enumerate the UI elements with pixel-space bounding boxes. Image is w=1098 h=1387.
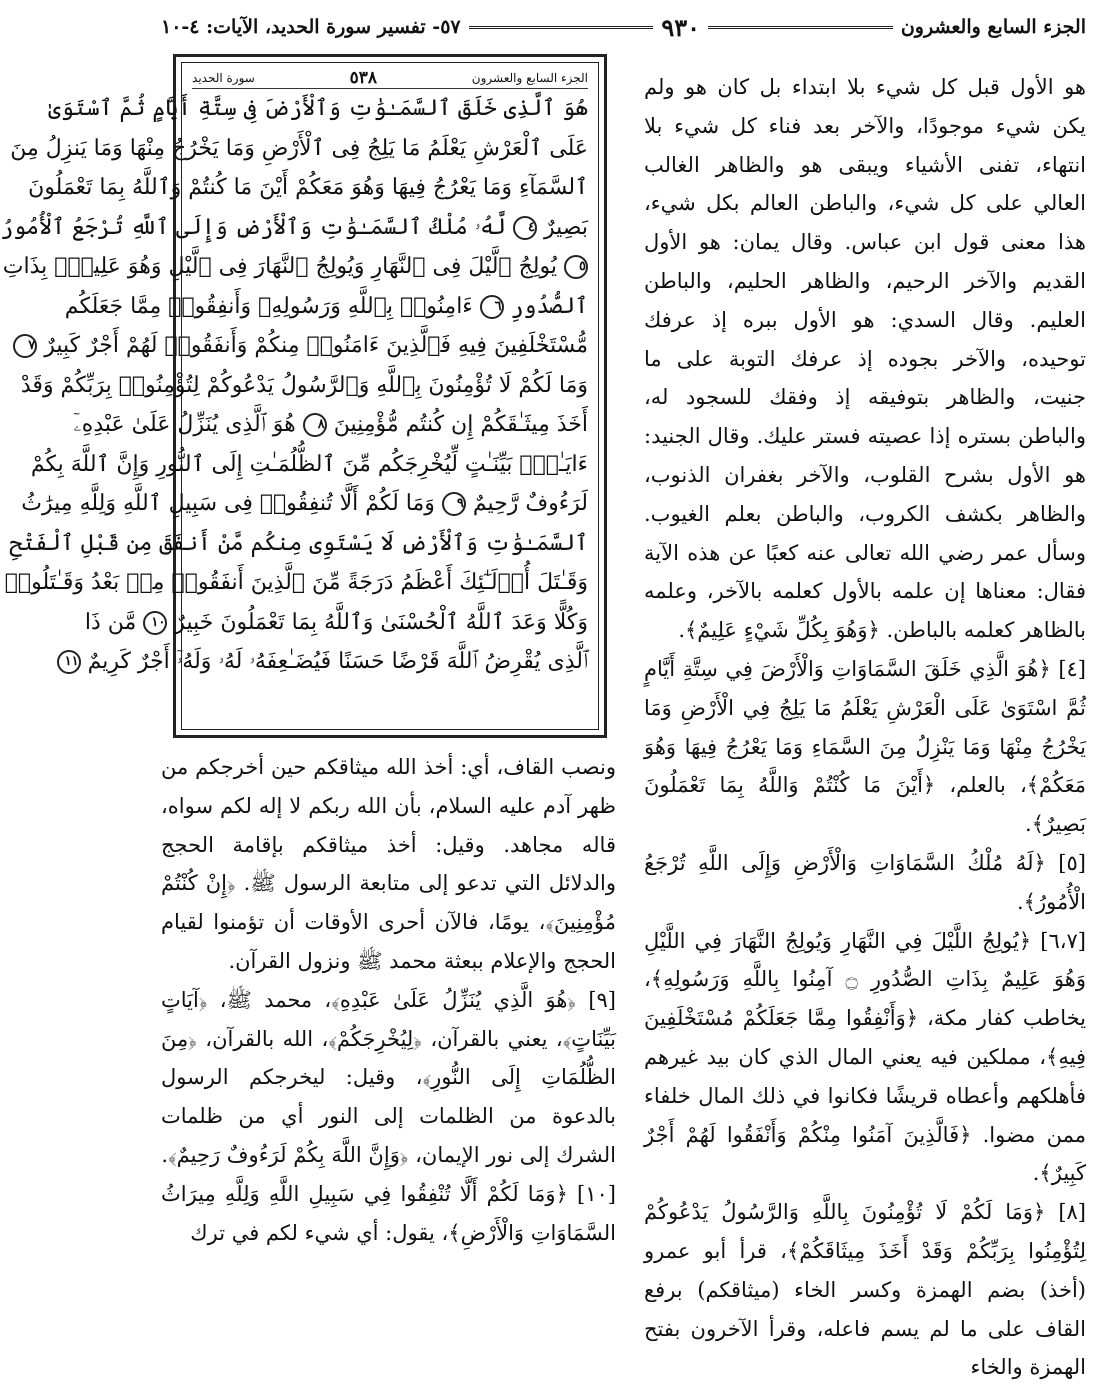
mushaf-line-text: هُوَ ٱلَّذِى خَلَقَ ٱلسَّمَـٰوَٰتِ وَٱلْأَرْضَ فِى سِتَّةِ أَيَّامٍ ثُمَّ ٱسْتَوَىٰ <box>48 96 588 121</box>
tafsir-paragraph: [٤] ﴿هُوَ الَّذِي خَلَقَ السَّمَاوَاتِ وَالْأَرْضَ فِي سِتَّةِ أَيَّامٍ ثُمَّ اسْتَوَىٰ عَلَى الْعَرْشِ يَعْلَمُ مَا يَلِجُ فِي الْأَرْضِ وَمَا يَخْرُجُ مِنْهَا وَمَا يَنْزِلُ مِنَ السَّمَاءِ وَمَا يَعْرُجُ فِيهَا وَهُوَ مَعَكُمْ﴾، بالعلم، ﴿أَيْنَ مَا كُنْتُمْ وَاللَّهُ بِمَا تَعْمَلُونَ بَصِيرٌ﴾. <box>644 656 1086 837</box>
mushaf-line <box>28 326 588 366</box>
ayah-number-marker: ١٠ <box>143 611 167 635</box>
header-rule-left <box>469 26 654 29</box>
mushaf-line <box>28 168 588 208</box>
mushaf-page-frame <box>0 54 607 738</box>
tafsir-paragraph: [٨] ﴿وَمَا لَكُمْ لَا تُؤْمِنُونَ بِاللَّهِ وَالرَّسُولُ يَدْعُوكُمْ لِتُؤْمِنُوا بِرَبِّكُمْ وَقَدْ أَخَذَ مِيثَاقَكُمْ﴾، قرأ أبو عمرو (أخذ) بضم الهمزة وكسر الخاء (ميثاقكم) برفع القاف على ما لم يسم فاعله، وقرأ الآخرون بفتح الهمزة والخاء <box>644 1200 1086 1380</box>
tafsir-column-left <box>161 748 616 1378</box>
mushaf-line-text: ٱلَّذِى يُقْرِضُ ٱللَّهَ قَرْضًا حَسَنًا فَيُضَـٰعِفَهُۥ لَهُۥ وَلَهُۥٓ أَجْرٌ كَرِيمٌ <box>87 649 588 674</box>
mushaf-line-text: هُوَ ٱلَّذِى يُنَزِّلُ عَلَىٰ عَبْدِهِۦٓ <box>73 412 296 437</box>
header-surah-title: ٥٧- تفسير سورة الحديد، الآيات: ٤-١٠ <box>160 16 461 38</box>
mushaf-line <box>9 524 588 564</box>
mushaf-line-text: لَرَءُوفٌ رَّحِيمٌ <box>472 491 588 516</box>
mushaf-line <box>64 287 588 327</box>
mushaf-line-text: وَمَا لَكُمْ لَا تُؤْمِنُونَ بِٱللَّهِ وَٱلرَّسُولُ يَدْعُوكُمْ لِتُؤْمِنُوا۟ بِرَبِّكُمْ وَقَدْ <box>20 372 588 398</box>
ayah-number-marker: ٥ <box>564 255 588 279</box>
mushaf-line <box>10 129 588 169</box>
mushaf-surah-title: سورة الحديد <box>192 70 255 85</box>
header-part-title: الجزء السابع والعشرون <box>900 16 1086 38</box>
mushaf-line-text: ٱلسَّمَـٰوَٰتِ وَٱلْأَرْضِ لَا يَسْتَوِى مِنكُم مَّنْ أَنفَقَ مِن قَبْلِ ٱلْفَتْحِ <box>9 530 588 556</box>
mushaf-line <box>48 89 588 129</box>
mushaf-line-text: ءَامِنُوا۟ بِٱللَّهِ وَرَسُولِهِۦ وَأَنفِقُوا۟ مِمَّا جَعَلَكُم <box>64 293 473 319</box>
tafsir-paragraph: [٦،٧] ﴿يُولِجُ اللَّيْلَ فِي النَّهَارِ وَيُولِجُ النَّهَارَ فِي اللَّيْلِ وَهُوَ عَلِيمٌ بِذَاتِ الصُّدُورِ ۝ آمِنُوا بِاللَّهِ وَرَسُولِهِ﴾، يخاطب كفار مكة، ﴿وَأَنْفِقُوا مِمَّا جَعَلَكُمْ مُسْتَخْلَفِينَ فِيهِ﴾، مملكين فيه يعني المال الذي كان بيد غيرهم فأهلكهم وأعطاه قريشًا فكانوا في ذلك المال خلفاء ممن مضوا. ﴿فَالَّذِينَ آمَنُوا مِنْكُمْ وَأَنْفَقُوا لَهُمْ أَجْرٌ كَبِيرٌ﴾. <box>644 928 1086 1186</box>
mushaf-line <box>4 563 588 603</box>
mushaf-line <box>21 484 588 524</box>
mushaf-line-text: عَلَى ٱلْعَرْشِ يَعْلَمُ مَا يَلِجُ فِى ٱلْأَرْضِ وَمَا يَخْرُجُ مِنْهَا وَمَا يَنزِلُ مِنَ <box>10 135 588 161</box>
mushaf-line-text: ءَايَـٰتٍۭ بَيِّنَـٰتٍ لِّيُخْرِجَكُم مِّنَ ٱلظُّلُمَـٰتِ إِلَى ٱلنُّورِ وَإِنَّ ٱللَّهَ بِكُمْ <box>30 451 588 477</box>
mushaf-line-text: ٱلسَّمَآءِ وَمَا يَعْرُجُ فِيهَا وَهُوَ مَعَكُمْ أَيْنَ مَا كُنتُمْ وَٱللَّهُ بِمَا تَعْمَلُونَ <box>28 175 588 200</box>
tafsir-paragraph: [١٠] ﴿وَمَا لَكُمْ أَلَّا تُنْفِقُوا فِي سَبِيلِ اللَّهِ وَلِلَّهِ مِيرَاثُ السَّمَاوَاتِ وَالْأَرْضِ﴾، يقول: أي شيء لكم في ترك <box>161 1181 616 1245</box>
mushaf-verse-lines <box>0 89 588 682</box>
header-page-number: ٩٣٠ <box>661 12 701 42</box>
mushaf-line <box>84 603 588 643</box>
mushaf-line-text: وَقَـٰتَلَ أُو۟لَـٰٓئِكَ أَعْظَمُ دَرَجَةً مِّنَ ٱلَّذِينَ أَنفَقُوا۟ مِنۢ بَعْدُ وَقَـٰتَلُوا۟ <box>4 570 588 595</box>
mushaf-line <box>73 405 588 445</box>
mushaf-line-text: مُّسْتَخْلَفِينَ فِيهِ فَٱلَّذِينَ ءَامَنُوا۟ مِنكُمْ وَأَنفَقُوا۟ لَهُمْ أَجْرٌ كَبِيرٌ <box>44 333 588 358</box>
mushaf-line-text: ٱلصُّدُورِ <box>510 293 588 319</box>
ayah-number-marker: ٧ <box>13 334 37 358</box>
mushaf-line-text: يُولِجُ ٱلَّيْلَ فِى ٱلنَّهَارِ وَيُولِجُ ٱلنَّهَارَ فِى ٱلَّيْلِ وَهُوَ عَلِيمٌۢ بِذَاتِ <box>2 254 557 279</box>
mushaf-line <box>0 208 588 248</box>
ayah-number-marker: ٩ <box>442 492 466 516</box>
mushaf-page-number: ٥٣٨ <box>349 67 378 88</box>
ayah-number-marker: ٤ <box>513 216 537 240</box>
mushaf-line <box>2 247 588 287</box>
tafsir-column-right <box>644 68 1086 1378</box>
ayah-number-marker: ١١ <box>57 650 81 674</box>
tafsir-paragraph: [٥] ﴿لَهُ مُلْكُ السَّمَاوَاتِ وَالْأَرْضِ وَإِلَى اللَّهِ تُرْجَعُ الْأُمُورُ﴾. <box>644 850 1086 914</box>
ayah-number-marker: ٨ <box>303 413 327 437</box>
page-header <box>161 10 1086 44</box>
mushaf-part-title: الجزء السابع والعشرون <box>471 70 588 85</box>
tafsir-paragraph: ونصب القاف، أي: أخذ الله ميثاقكم حين أخرجكم من ظهر آدم عليه السلام، بأن الله ربكم لا إله لكم سواه، قاله مجاهد. وقيل: أخذ ميثاقكم بإقامة الحجج والدلائل التي تدعو إلى متابعة الرسول ﷺ. ﴿إِنْ كُنْتُمْ مُؤْمِنِينَ﴾، يومًا، فالآن أحرى الأوقات أن تؤمنوا لقيام الحجج والإعلام ببعثة محمد ﷺ ونزول القرآن. <box>161 755 616 973</box>
mushaf-line <box>20 366 588 406</box>
mushaf-header <box>192 67 588 89</box>
header-rule-right <box>708 26 893 29</box>
mushaf-page-inner <box>0 62 599 730</box>
tafsir-paragraph: [٩] ﴿هُوَ الَّذِي يُنَزِّلُ عَلَىٰ عَبْدِهِ﴾، محمد ﷺ، ﴿آيَاتٍ بَيِّنَاتٍ﴾، يعني بالقرآن، ﴿لِيُخْرِجَكُمْ﴾، الله بالقرآن، ﴿مِنَ الظُّلُمَاتِ إِلَى النُّورِ﴾، وقيل: ليخرجكم الرسول بالدعوة من الظلمات إلى النور أي من ظلمات الشرك إلى نور الإيمان، ﴿وَإِنَّ اللَّهَ بِكُمْ لَرَءُوفٌ رَحِيمٌ﴾. <box>161 987 616 1167</box>
mushaf-line-text: وَكُلًّا وَعَدَ ٱللَّهُ ٱلْحُسْنَىٰ وَٱللَّهُ بِمَا تَعْمَلُونَ خَبِيرٌ <box>174 609 588 635</box>
mushaf-line-text: وَمَا لَكُمْ أَلَّا تُنفِقُوا۟ فِى سَبِيلِ ٱللَّهِ وَلِلَّهِ مِيرَٰثُ <box>21 491 435 516</box>
mushaf-line <box>64 642 588 682</box>
mushaf-line-text: مَّن ذَا <box>84 609 137 635</box>
ayah-number-marker: ٦ <box>480 295 504 319</box>
tafsir-paragraph: هو الأول قبل كل شيء بلا ابتداء بل كان هو ولم يكن شيء موجودًا، والآخر بعد فناء كل شيء بلا انتهاء، تفنى الأشياء ويبقى هو والظاهر الغالب العالي على كل شيء، والباطن العالم بكل شيء، هذا معنى قول ابن عباس. وقال يمان: هو الأول القديم والآخر الرحيم، والظاهر الحليم، والباطن العليم. وقال السدي: هو الأول ببره إذ عرفك توحيده، والآخر بجوده إذ عرفك التوبة على ما جنيت، والظاهر بتوفيقه إذ وفقك للسجود له، والباطن بستره إذا عصيته فستر عليك. وقال الجنيد: هو الأول بشرح القلوب، والآخر بغفران الذنوب، والظاهر بكشف الكروب، والباطن بعلم الغيوب. وسأل عمر رضي الله تعالى عنه كعبًا عن هذه الآية فقال: معناها إن علمه بالأول كعلمه بالآخر، وعلمه بالظاهر كعلمه بالباطن. ﴿وَهُوَ بِكُلِّ شَيْءٍ عَلِيمٌ﴾. <box>644 75 1086 643</box>
mushaf-line <box>30 445 588 485</box>
mushaf-line-text: بَصِيرٌ <box>544 214 588 240</box>
mushaf-line-text: لَّهُۥ مُلْكُ ٱلسَّمَـٰوَٰتِ وَٱلْأَرْضِ وَإِلَى ٱللَّهِ تُرْجَعُ ٱلْأُمُورُ <box>0 214 507 240</box>
mushaf-line-text: أَخَذَ مِيثَـٰقَكُمْ إِن كُنتُم مُّؤْمِنِينَ <box>333 412 588 437</box>
